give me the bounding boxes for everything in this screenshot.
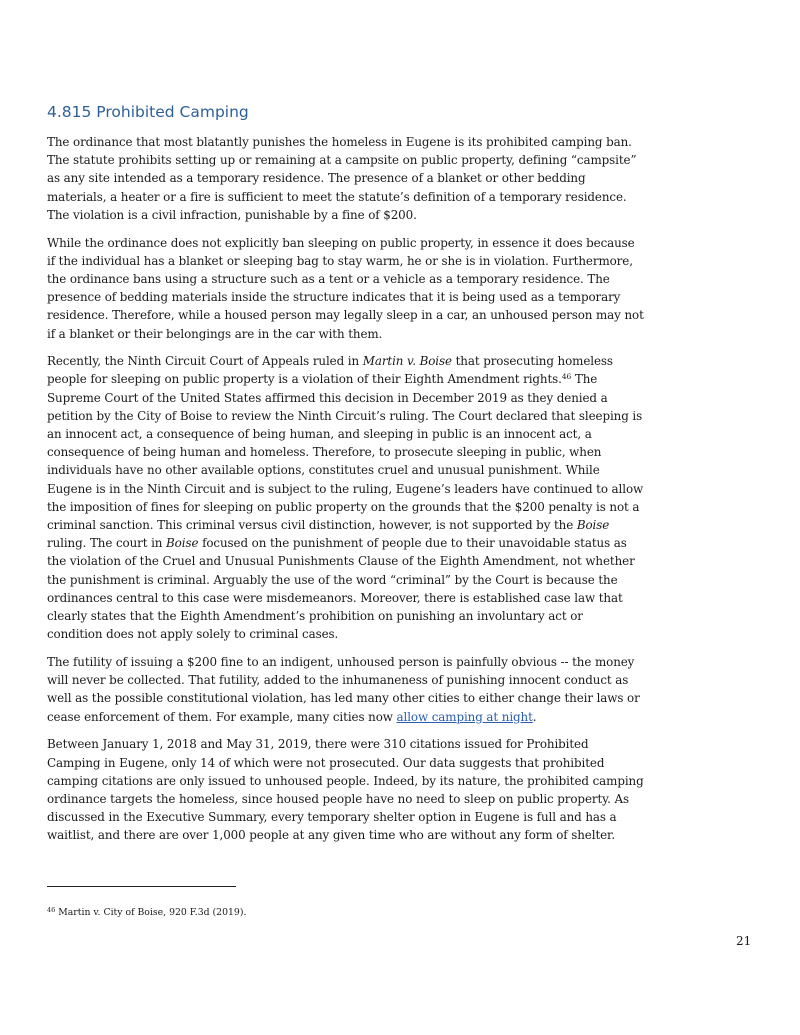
case-name-italic: Boise	[576, 518, 610, 533]
paragraph-martin-v-boise	[47, 352, 659, 643]
text-line: camping citations are only issued to unhoused people. Indeed, by its nature, the prohibited camping	[47, 773, 644, 788]
text-segment: cease enforcement of them. For example, many cities now	[47, 709, 397, 724]
footnote-reference[interactable]: 46	[561, 372, 572, 382]
section-body	[47, 133, 659, 854]
text-segment: that prosecuting homeless	[451, 354, 613, 369]
text-segment: criminal sanction. This criminal versus civil distinction, however, is not supported by the	[47, 518, 577, 533]
text-line: materials, a heater or a fire is sufficient to meet the statute’s definition of a temporary residence.	[47, 189, 627, 204]
text-line: condition does not apply solely to criminal cases.	[47, 627, 339, 642]
text-line: the punishment is criminal. Arguably the use of the word “criminal” by the Court is because the	[47, 572, 618, 587]
text-line: individuals have no other available options, constitutes cruel and unusual punishment. While	[47, 463, 600, 478]
text-line: While the ordinance does not explicitly ban sleeping on public property, in essence it does because	[47, 235, 635, 250]
text-line: ordinance targets the homeless, since housed people have no need to sleep on public property. As	[47, 791, 630, 806]
paragraph-sleeping-ban	[47, 234, 659, 343]
text-line: the violation of the Cruel and Unusual Punishments Clause of the Eighth Amendment, not whether	[47, 554, 635, 569]
text-line: Eugene is in the Ninth Circuit and is subject to the ruling, Eugene’s leaders have continued to allow	[47, 481, 644, 496]
text-line: as any site intended as a temporary residence. The presence of a blanket or other bedding	[47, 171, 586, 186]
case-name-italic: Boise	[166, 536, 199, 551]
allow-camping-at-night-link[interactable]: allow camping at night	[396, 709, 533, 724]
case-name-italic: Martin v. Boise	[362, 354, 452, 369]
page-number: 21	[736, 934, 752, 948]
text-line: Supreme Court of the United States affirmed this decision in December 2019 as they denied a	[47, 390, 608, 405]
text-line	[47, 534, 659, 552]
section-heading: 4.815 Prohibited Camping	[47, 103, 249, 121]
text-line: well as the possible constitutional violation, has led many other cities to either change their laws or	[47, 691, 640, 706]
text-line: waitlist, and there are over 1,000 people at any given time who are without any form of shelter.	[47, 828, 616, 843]
text-line	[47, 708, 659, 726]
text-line: if the individual has a blanket or sleeping bag to stay warm, he or she is in violation. Furthermore,	[47, 253, 633, 268]
text-line	[47, 370, 659, 388]
text-line: residence. Therefore, while a housed person may legally sleep in a car, an unhoused person may not	[47, 308, 644, 323]
text-line: ordinances central to this case were misdemeanors. Moreover, there is established case law that	[47, 590, 623, 605]
footnote-text: Martin v. City of Boise, 920 F.3d (2019).	[55, 907, 247, 918]
text-line	[47, 352, 659, 370]
paragraph-fine-futility	[47, 653, 659, 726]
footnote	[47, 906, 246, 918]
text-line: the imposition of fines for sleeping on public property on the grounds that the $200 penalty is not a	[47, 499, 640, 514]
text-line: if a blanket or their belongings are in the car with them.	[47, 326, 383, 341]
text-segment: The	[571, 372, 598, 387]
text-line: The violation is a civil infraction, punishable by a fine of $200.	[47, 207, 417, 222]
text-line: the ordinance bans using a structure such as a tent or a vehicle as a temporary residence. The	[47, 271, 610, 286]
text-segment: .	[532, 709, 537, 724]
text-line: presence of bedding materials inside the structure indicates that it is being used as a temporary	[47, 290, 621, 305]
text-line: an innocent act, a consequence of being human, and sleeping in public is an innocent act, a	[47, 427, 592, 442]
text-line: Between January 1, 2018 and May 31, 2019, there were 310 citations issued for Prohibited	[47, 737, 589, 752]
paragraph-camping-ban	[47, 133, 659, 224]
text-line: petition by the City of Boise to review the Ninth Circuit’s ruling. The Court declared that sleeping is	[47, 408, 643, 423]
text-line: The statute prohibits setting up or remaining at a campsite on public property, defining “campsite”	[47, 153, 637, 168]
text-line	[47, 516, 659, 534]
text-line: consequence of being human and homeless. Therefore, to prosecute sleeping in public, when	[47, 445, 602, 460]
text-line: clearly states that the Eighth Amendment’s prohibition on punishing an involuntary act or	[47, 609, 583, 624]
footnote-mark: 46	[47, 906, 56, 914]
footnote-separator	[47, 886, 236, 887]
text-segment: Recently, the Ninth Circuit Court of Appeals ruled in	[47, 354, 363, 369]
text-line: Camping in Eugene, only 14 of which were not prosecuted. Our data suggests that prohibited	[47, 755, 605, 770]
text-segment: people for sleeping on public property is a violation of their Eighth Amendment rights.	[47, 372, 562, 387]
text-segment: focused on the punishment of people due to their unavoidable status as	[198, 536, 627, 551]
text-line: The ordinance that most blatantly punishes the homeless in Eugene is its prohibited camping ban.	[47, 135, 632, 149]
text-line: discussed in the Executive Summary, every temporary shelter option in Eugene is full and has a	[47, 810, 617, 825]
text-line: The futility of issuing a $200 fine to an indigent, unhoused person is painfully obvious -- the money	[47, 654, 635, 669]
text-line: will never be collected. That futility, added to the inhumaneness of punishing innocent conduct as	[47, 673, 629, 688]
paragraph-citation-data	[47, 735, 659, 844]
text-segment: ruling. The court in	[47, 536, 167, 551]
